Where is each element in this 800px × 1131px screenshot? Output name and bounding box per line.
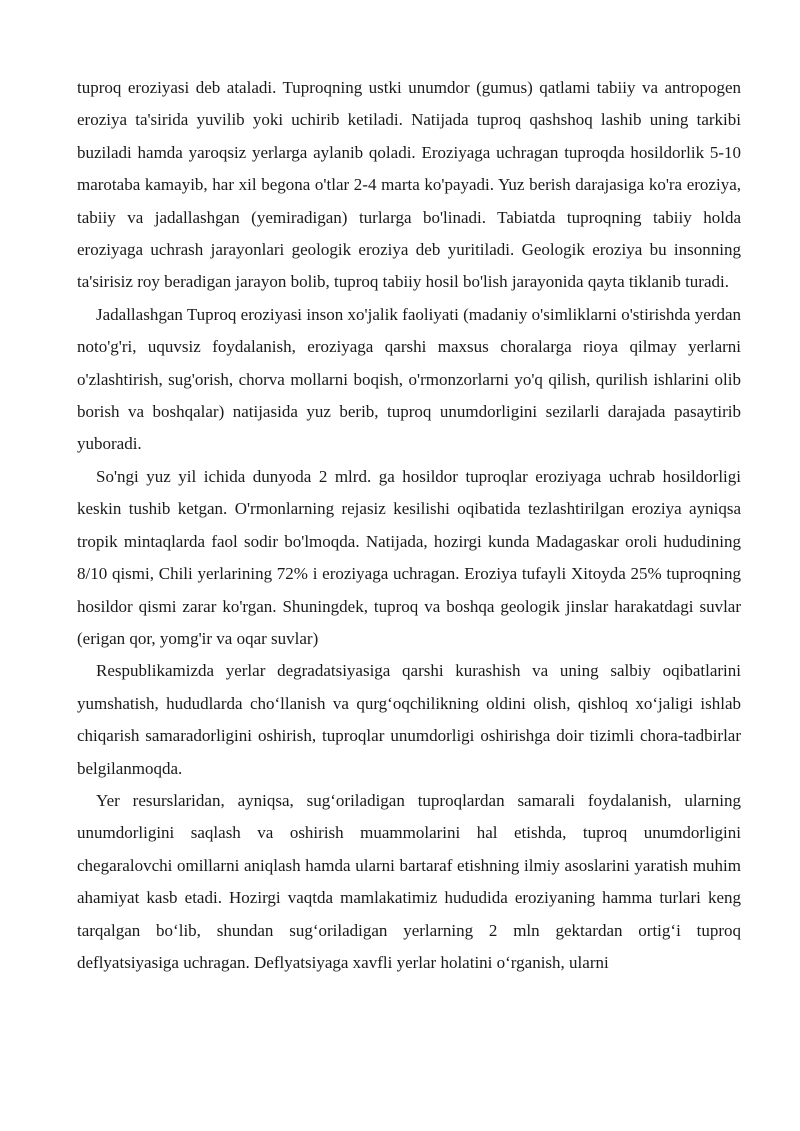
paragraph-2: Jadallashgan Tuproq eroziyasi inson xo'jalik faoliyati (madaniy o'simliklarni o'stirishda yerdan noto'g'ri, uquvsiz foydalanish, eroziyaga qarshi maxsus choralarga rioya qilmay yerlarni o'zlashtirish, sug'orish, chorva mollarni boqish, o'rmonzorlarni yo'q qilish, qurilish ishlarini olib borish va boshqalar) natijasida yuz berib, tuproq unumdorligini sezilarli darajada pasaytirib yuboradi.: [77, 304, 741, 454]
paragraph-3: So'ngi yuz yil ichida dunyoda 2 mlrd. ga hosildor tuproqlar eroziyaga uchrab hosildorligi keskin tushib ketgan. O'rmonlarning rejasiz kesilishi oqibatida tezlashtirilgan eroziya ayniqsa tropik mintaqlarda faol sodir bo'lmoqda. Natijada, hozirgi kunda Madagaskar oroli hududining 8/10 qismi, Chili yerlarining 72% i eroziyaga uchragan. Eroziya tufayli Xitoyda 25% tuproqning hosildor qismi zarar ko'rgan. Shuningdek, tuproq va boshqa geologik jinslar harakatdagi suvlar (erigan qor, yomg'ir va oqar suvlar): [77, 466, 741, 648]
paragraph-5: Yer resurslaridan, ayniqsa, sug‘oriladigan tuproqlardan samarali foydalanish, ularning unumdorligini saqlash va oshirish muammolarini hal etishda, tuproq unumdorligini chegaralovchi omillarni aniqlash hamda ularni bartaraf etishning ilmiy asoslarini yaratish muhim ahamiyat kasb etadi. Hozirgi vaqtda mamlakatimiz hududida eroziyaning hamma turlari keng tarqalgan bo‘lib, shundan sug‘oriladigan yerlarning 2 mln gektardan ortig‘i tuproq deflyatsiyasiga uchragan. Deflyatsiyaga xavfli yerlar holatini o‘rganish, ularni: [77, 790, 741, 972]
paragraph-1: tuproq eroziyasi deb ataladi. Tuproqning ustki unumdor (gumus) qatlami tabiiy va antropogen eroziya ta'sirida yuvilib yoki uchirib ketiladi. Natijada tuproq qashshoq lashib uning tarkibi buziladi hamda yaroqsiz yerlarga aylanib qoladi. Eroziyaga uchragan tuproqda hosildorlik 5-10 marotaba kamayib, har xil begona o'tlar 2-4 marta ko'payadi. Yuz berish darajasiga ko'ra eroziya, tabiiy va jadallashgan (yemiradigan) turlarga bo'linadi. Tabiatda tuproqning tabiiy holda eroziyaga uchrash jarayonlari geologik eroziya deb yuritiladi. Geologik eroziya bu insonning ta'sirisiz roy beradigan jarayon bolib, tuproq tabiiy hosil bo'lish jarayonida qayta tiklanib turadi.: [77, 78, 741, 292]
paragraph-4: Respublikamizda yerlar degradatsiyasiga qarshi kurashish va uning salbiy oqibatlarini yumshatish, hududlarda cho‘llanish va qurg‘oqchilikning oldini olish, qishloq xo‘jaligi ishlab chiqarish samaradorligini oshirish, tuproqlar unumdorligi oshirishga doir tizimli chora-tadbirlar belgilanmoqda.: [77, 661, 741, 778]
document-page: [77, 72, 741, 979]
